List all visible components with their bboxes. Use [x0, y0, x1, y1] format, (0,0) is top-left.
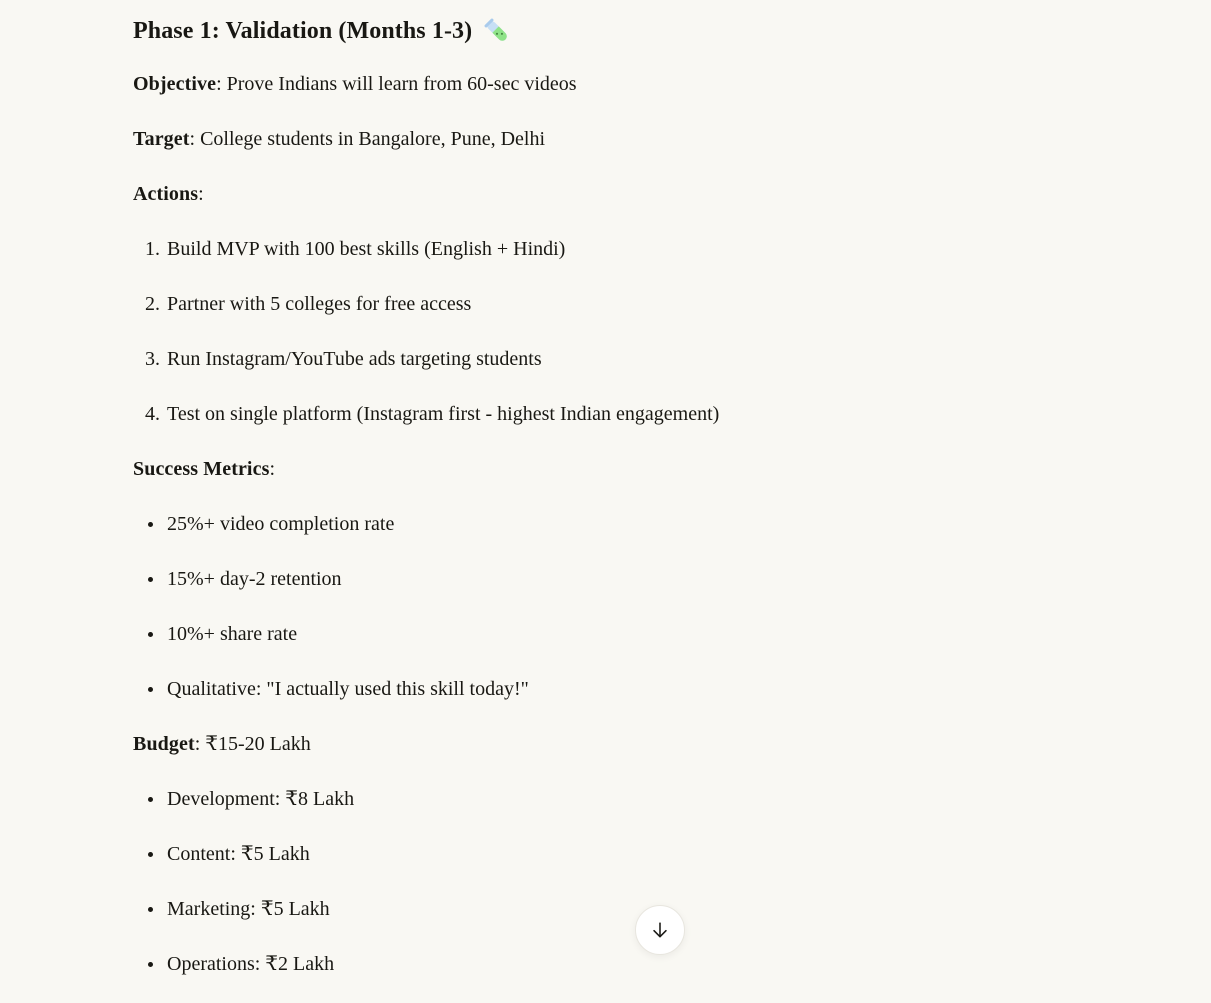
target-text: : College students in Bangalore, Pune, Delhi: [189, 128, 546, 150]
assistant-message: [133, 14, 1043, 1003]
objective-label: Objective: [133, 73, 217, 95]
action-item: 2. Partner with 5 colleges for free access: [165, 288, 1043, 320]
budget-item: • Marketing: ₹5 Lakh: [165, 893, 1043, 925]
action-item: 1. Build MVP with 100 best skills (English + Hindi): [165, 233, 1043, 265]
budget-item: • Operations: ₹2 Lakh: [165, 948, 1043, 980]
heading-text: Phase 1: Validation (Months 1-3): [133, 18, 473, 44]
objective-line: [133, 68, 1043, 100]
success-metrics-label: Success Metrics: [133, 458, 270, 480]
actions-label: Actions: [133, 183, 199, 205]
budget-item: • Content: ₹5 Lakh: [165, 838, 1043, 870]
action-item: 3. Run Instagram/YouTube ads targeting students: [165, 343, 1043, 375]
test-tube-emoji-icon: [482, 16, 512, 46]
objective-text: : Prove Indians will learn from 60-sec videos: [216, 73, 577, 95]
scroll-to-bottom-button[interactable]: [635, 905, 685, 955]
success-metrics-colon: :: [269, 458, 276, 480]
metric-item: • 10%+ share rate: [165, 618, 1043, 650]
actions-line: [133, 178, 1043, 210]
target-line: [133, 123, 1043, 155]
metric-item: • 15%+ day-2 retention: [165, 563, 1043, 595]
target-label: Target: [133, 128, 190, 150]
budget-line: [133, 728, 1043, 760]
budget-item: • Development: ₹8 Lakh: [165, 783, 1043, 815]
actions-colon: :: [198, 183, 204, 205]
budget-list: [133, 783, 1043, 980]
metric-item: • Qualitative: "I actually used this skill today!": [165, 673, 1043, 705]
arrow-down-icon: [649, 919, 671, 941]
success-metrics-list: [133, 508, 1043, 705]
action-item: 4. Test on single platform (Instagram first - highest Indian engagement): [165, 398, 1043, 430]
budget-text: : ₹15-20 Lakh: [194, 733, 311, 755]
actions-list: [133, 233, 1043, 430]
success-metrics-line: [133, 453, 1043, 485]
section-heading: [133, 14, 1043, 48]
metric-item: • 25%+ video completion rate: [165, 508, 1043, 540]
budget-label: Budget: [133, 733, 195, 755]
